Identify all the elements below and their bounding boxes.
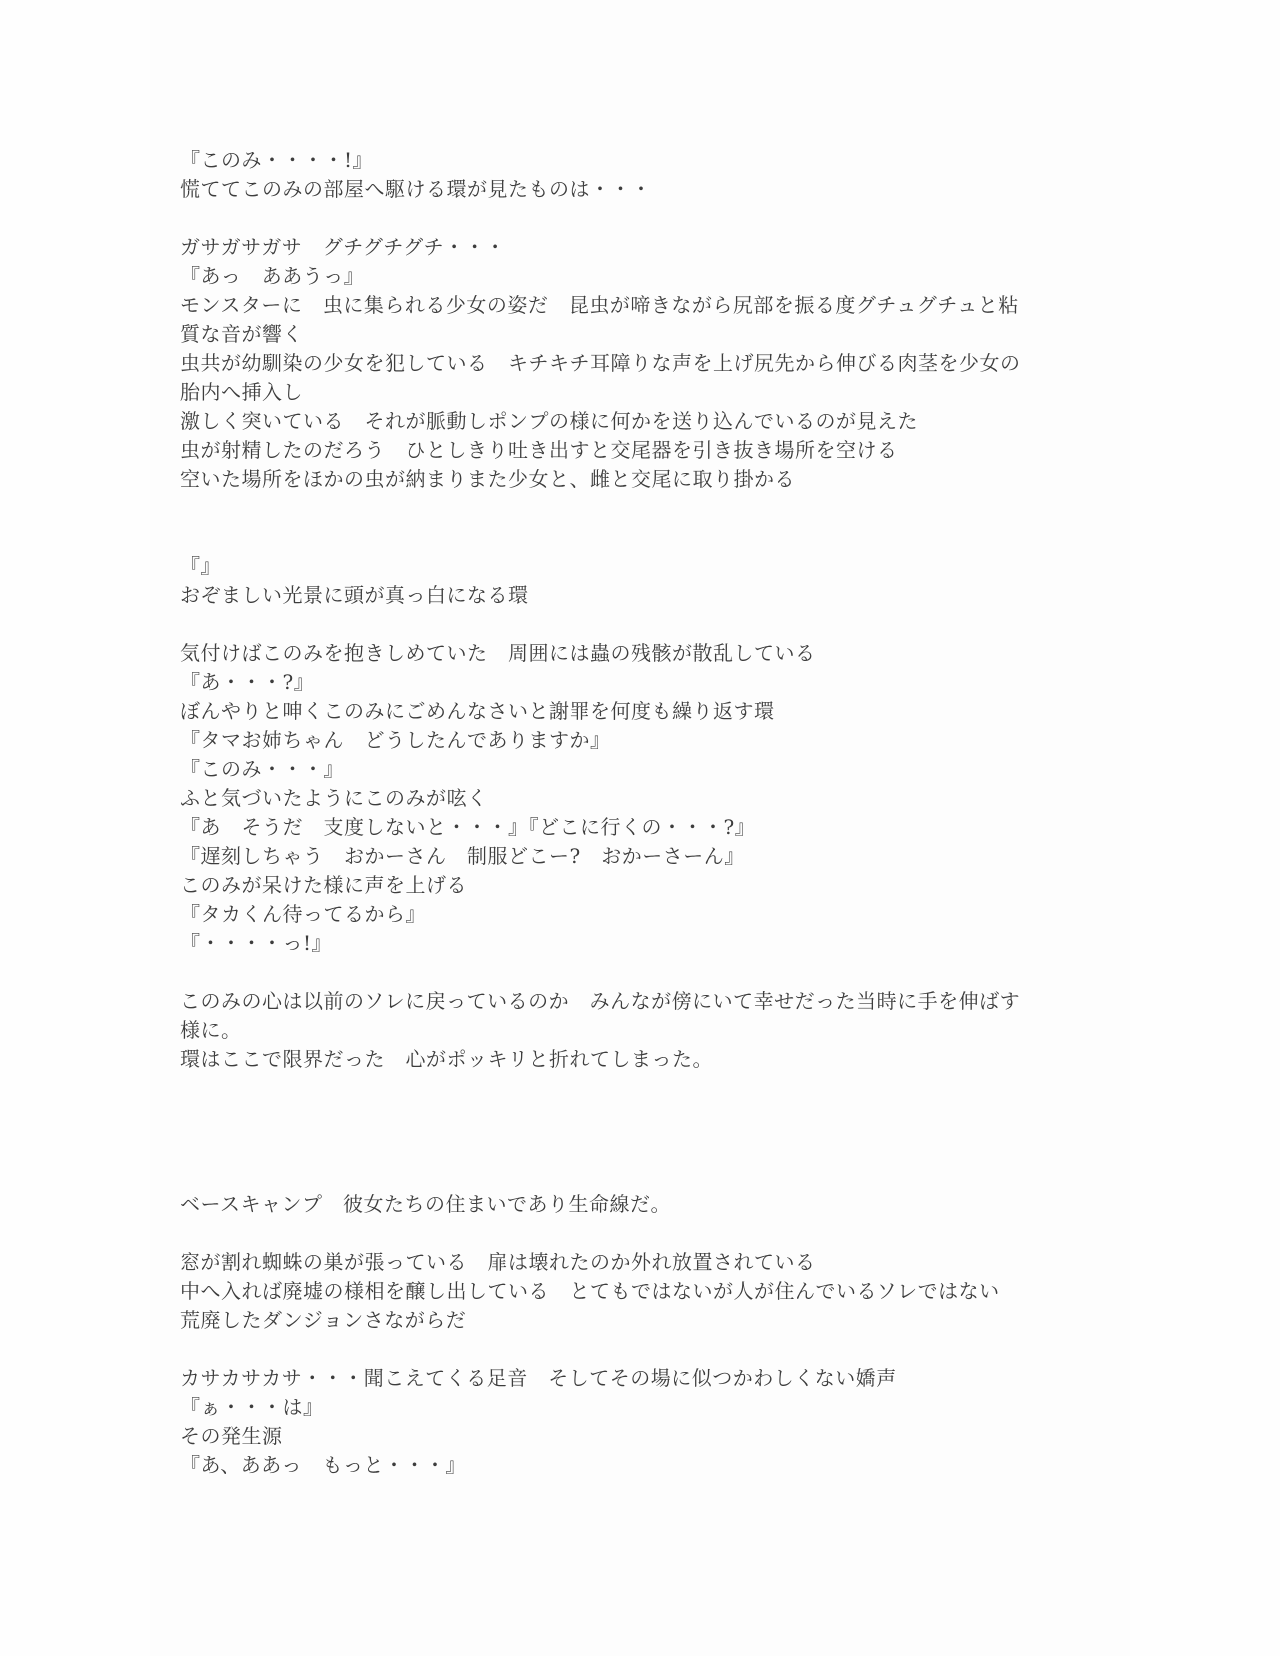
text-line: 空いた場所をほかの虫が納まりまた少女と、雌と交尾に取り掛かる [180, 467, 795, 491]
text-line: 『ぁ・・・は』 [180, 1395, 324, 1419]
text-line: このみが呆けた様に声を上げる [180, 873, 467, 897]
text-line: 『このみ・・・・!』 [180, 148, 374, 172]
text-line: ガサガサガサ グチグチグチ・・・ [180, 235, 506, 259]
text-line: 中へ入れば廃墟の様相を醸し出している とてもではないが人が住んでいるソレではない [180, 1279, 1000, 1303]
text-line: 様に。 [180, 1018, 242, 1042]
text-block [180, 146, 1090, 1480]
text-line: 『遅刻しちゃう おかーさん 制服どこー? おかーさーん』 [180, 844, 745, 868]
text-line: おぞましい光景に頭が真っ白になる環 [180, 583, 529, 607]
text-line: ベースキャンプ 彼女たちの住まいであり生命線だ。 [180, 1192, 671, 1216]
text-line: モンスターに 虫に集られる少女の姿だ 昆虫が啼きながら尻部を振る度グチュグチュと粘 [180, 293, 1019, 317]
text-line: 荒廃したダンジョンさながらだ [180, 1308, 467, 1332]
text-line: 『あ、ああっ もっと・・・』 [180, 1453, 466, 1477]
text-line [180, 1161, 1090, 1190]
text-line: 『あ・・・?』 [180, 670, 315, 694]
text-line [180, 1103, 1090, 1132]
text-line: 環はここで限界だった 心がポッキリと折れてしまった。 [180, 1047, 713, 1071]
text-line [180, 958, 1090, 987]
text-line: 胎内へ挿入し [180, 380, 303, 404]
text-line: 窓が割れ蜘蛛の巣が張っている 扉は壊れたのか外れ放置されている [180, 1250, 816, 1274]
text-line: 『タマお姉ちゃん どうしたんでありますか』 [180, 728, 611, 752]
text-line: 『』 [180, 554, 221, 578]
text-line: 『・・・・っ!』 [180, 931, 333, 955]
text-line [180, 1074, 1090, 1103]
text-line: カサカサカサ・・・聞こえてくる足音 そしてその場に似つかわしくない嬌声 [180, 1366, 897, 1390]
text-line: ふと気づいたようにこのみが呟く [180, 786, 488, 810]
text-line [180, 1335, 1090, 1364]
text-line: 質な音が響く [180, 322, 303, 346]
text-line: 『あ そうだ 支度しないと・・・』『どこに行くの・・・?』 [180, 815, 756, 839]
text-line: このみの心は以前のソレに戻っているのか みんなが傍にいて幸せだった当時に手を伸ばす [180, 989, 1021, 1013]
text-line: 虫が射精したのだろう ひとしきり吐き出すと交尾器を引き抜き場所を空ける [180, 438, 898, 462]
text-line [180, 523, 1090, 552]
text-line: 『このみ・・・』 [180, 757, 344, 781]
text-line [180, 1219, 1090, 1248]
text-line: その発生源 [180, 1424, 283, 1448]
text-line: 激しく突いている それが脈動しポンプの様に何かを送り込んでいるのが見えた [180, 409, 918, 433]
text-line [180, 1132, 1090, 1161]
document-page [150, 0, 1130, 1656]
text-line: 『あっ ああうっ』 [180, 264, 365, 288]
text-line: 虫共が幼馴染の少女を犯している キチキチ耳障りな声を上げ尻先から伸びる肉茎を少女の [180, 351, 1021, 375]
text-line [180, 204, 1090, 233]
text-line: 気付けばこのみを抱きしめていた 周囲には蟲の残骸が散乱している [180, 641, 816, 665]
text-line: 『タカくん待ってるから』 [180, 902, 426, 926]
text-line: 慌ててこのみの部屋へ駆ける環が見たものは・・・ [180, 177, 652, 201]
text-line [180, 610, 1090, 639]
text-line [180, 494, 1090, 523]
text-line: ぼんやりと呻くこのみにごめんなさいと謝罪を何度も繰り返す環 [180, 699, 775, 723]
